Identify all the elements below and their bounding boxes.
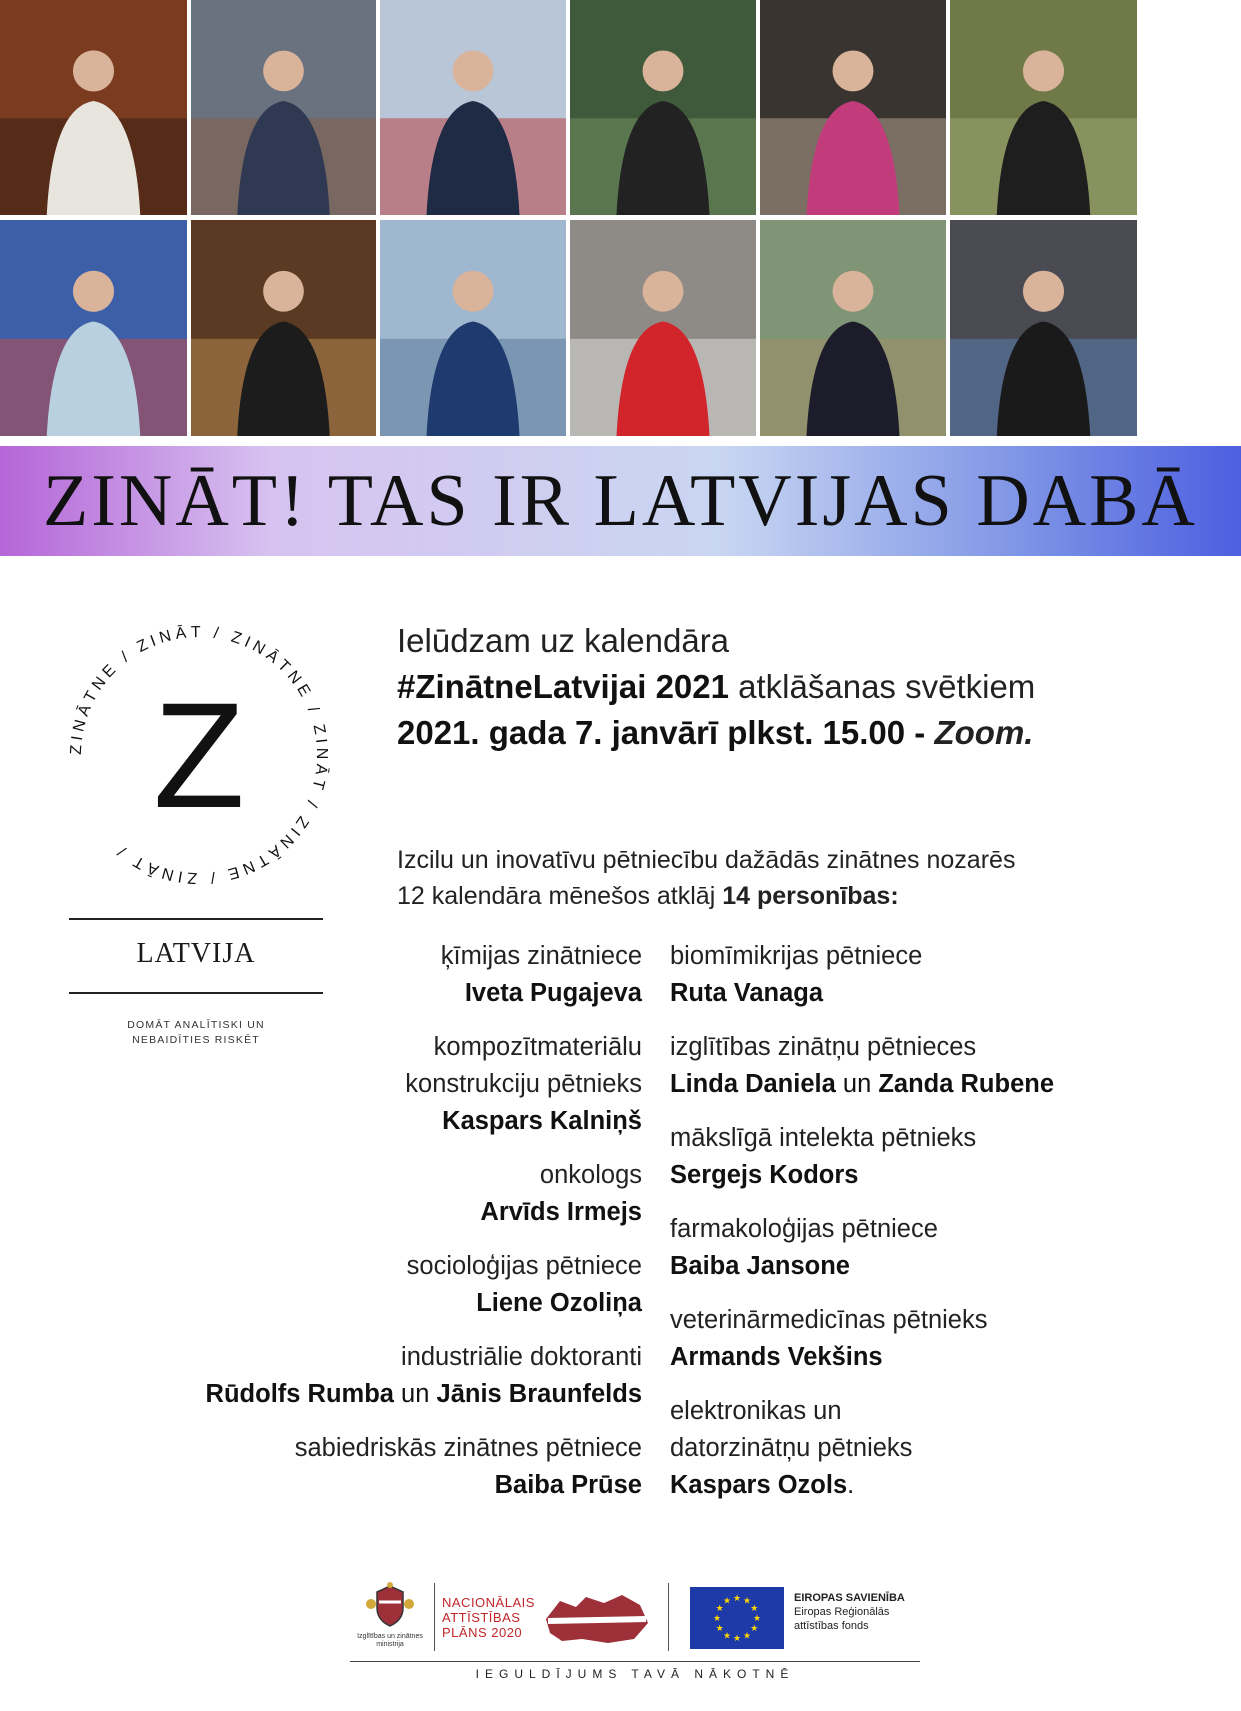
person-role: socioloģijas pētniece bbox=[406, 1252, 642, 1280]
photo-man-city-view bbox=[191, 0, 376, 215]
ministry-label-1: Izglītības un zinātnes bbox=[357, 1633, 423, 1640]
person-name-text: Baiba Jansone bbox=[670, 1252, 850, 1280]
photo-woman-white-shirt bbox=[0, 0, 187, 215]
eu-star-icon: ★ bbox=[715, 1623, 724, 1633]
person-name-text: Jānis Braunfelds bbox=[436, 1380, 642, 1408]
intro-text bbox=[397, 842, 1197, 914]
personality-count: 14 personības bbox=[722, 882, 891, 910]
nap-line-2: ATTĪSTĪBAS bbox=[442, 1610, 521, 1625]
person-name-text: Kaspars Ozols bbox=[670, 1471, 848, 1499]
person-entry bbox=[100, 1029, 642, 1140]
person-name-text: Linda Daniela bbox=[670, 1070, 836, 1098]
eu-star-icon: ★ bbox=[750, 1623, 759, 1633]
person-name bbox=[670, 1248, 1190, 1285]
person-name bbox=[670, 975, 1190, 1012]
person-name bbox=[100, 1376, 642, 1413]
person-role: ķīmijas zinātniece bbox=[440, 942, 642, 970]
person-entry bbox=[670, 1029, 1190, 1103]
person-role: onkologs bbox=[539, 1161, 642, 1189]
photo-man-forest bbox=[950, 0, 1137, 215]
photo-two-women-cafe bbox=[760, 0, 946, 215]
name-joiner: un bbox=[835, 1070, 879, 1098]
photo-man-with-dog bbox=[760, 220, 946, 436]
eu-line-2: attīstības fonds bbox=[794, 1620, 869, 1632]
person-name bbox=[100, 1103, 642, 1140]
ministry-logo bbox=[350, 1580, 430, 1660]
person-role: veterinārmedicīnas pētnieks bbox=[670, 1306, 988, 1334]
person-name-text: Sergejs Kodors bbox=[670, 1161, 859, 1189]
person-name-text: Liene Ozoliņa bbox=[476, 1289, 642, 1317]
person-role: datorzinātņu pētnieks bbox=[670, 1434, 913, 1462]
person-name bbox=[670, 1467, 1190, 1504]
eu-star-icon: ★ bbox=[742, 1595, 752, 1606]
person-name-text: Iveta Pugajeva bbox=[464, 979, 642, 1007]
person-entry bbox=[100, 938, 642, 1012]
invite-line-2 bbox=[397, 664, 1197, 710]
person-role: industriālie doktoranti bbox=[401, 1343, 642, 1371]
nap-line-1: NACIONĀLAIS bbox=[442, 1595, 535, 1610]
person-entry bbox=[670, 938, 1190, 1012]
eu-fund-text bbox=[794, 1591, 905, 1633]
latvia-map-icon bbox=[542, 1589, 652, 1649]
photo-woman-greenhouse bbox=[570, 0, 756, 215]
invitation-text bbox=[397, 618, 1197, 756]
name-joiner: un bbox=[393, 1380, 437, 1408]
person-role: konstrukciju pētnieks bbox=[405, 1070, 642, 1098]
event-date-time: 2021. gada 7. janvārī plkst. 15.00 - bbox=[397, 714, 935, 751]
photo-two-men-lounge bbox=[191, 220, 376, 436]
eu-title: EIROPAS SAVIENĪBA bbox=[794, 1592, 905, 1604]
person-role: biomīmikrijas pētniece bbox=[670, 942, 923, 970]
person-name bbox=[670, 1157, 1190, 1194]
eu-star-icon: ★ bbox=[715, 1603, 724, 1613]
coat-of-arms-icon bbox=[365, 1580, 415, 1628]
invite-line-3 bbox=[397, 710, 1197, 756]
person-name-text: Armands Vekšins bbox=[670, 1343, 883, 1371]
eu-star-icon: ★ bbox=[722, 1630, 732, 1641]
eu-star-icon: ★ bbox=[742, 1630, 752, 1641]
person-role: mākslīgā intelekta pētnieks bbox=[670, 1124, 977, 1152]
title-banner bbox=[0, 446, 1241, 556]
eu-star-icon: ★ bbox=[752, 1613, 762, 1623]
person-name-text: Arvīds Irmejs bbox=[480, 1198, 642, 1226]
person-entry bbox=[670, 1120, 1190, 1194]
event-platform: Zoom. bbox=[934, 714, 1034, 751]
calendar-hashtag: #ZinātneLatvijai 2021 bbox=[397, 668, 729, 705]
eu-star-icon: ★ bbox=[750, 1603, 759, 1613]
nap-2020-text bbox=[442, 1595, 535, 1640]
invite-line-1: Ielūdzam uz kalendāra bbox=[397, 622, 730, 659]
people-column-left bbox=[100, 938, 642, 1521]
person-entry bbox=[100, 1430, 642, 1504]
tagline-line-2: NEBAIDĪTIES RISKĒT bbox=[132, 1034, 260, 1046]
person-name bbox=[670, 1339, 1190, 1376]
photo-grid bbox=[0, 0, 1241, 436]
footer-separator-1 bbox=[434, 1583, 435, 1651]
eu-star-icon: ★ bbox=[732, 1593, 742, 1603]
person-name bbox=[100, 1467, 642, 1504]
person-name bbox=[100, 1194, 642, 1231]
person-name-text: Kaspars Kalniņš bbox=[442, 1107, 642, 1135]
footer-logos bbox=[350, 1575, 920, 1681]
person-role: elektronikas un bbox=[670, 1397, 842, 1425]
people-column-right bbox=[670, 938, 1190, 1521]
person-name bbox=[100, 1285, 642, 1322]
person-name-text: Baiba Prūse bbox=[494, 1471, 642, 1499]
person-entry bbox=[670, 1211, 1190, 1285]
eu-star-icon: ★ bbox=[732, 1633, 742, 1643]
footer-rule bbox=[350, 1661, 920, 1662]
banner-title: ZINĀT! TAS IR LATVIJAS DABĀ bbox=[43, 459, 1198, 542]
person-entry bbox=[100, 1339, 642, 1413]
photo-man-with-car bbox=[950, 220, 1137, 436]
person-entry bbox=[100, 1248, 642, 1322]
person-entry bbox=[670, 1302, 1190, 1376]
photo-man-red-building bbox=[380, 0, 566, 215]
person-name-text: Ruta Vanaga bbox=[670, 979, 824, 1007]
eu-star-icon: ★ bbox=[712, 1613, 722, 1623]
logo-letter-z: Z bbox=[153, 670, 245, 839]
person-name-text: Zanda Rubene bbox=[878, 1070, 1055, 1098]
person-role: sabiedriskās zinātnes pētniece bbox=[294, 1434, 642, 1462]
eu-line-1: Eiropas Reģionālās bbox=[794, 1606, 890, 1618]
person-role: izglītības zinātņu pētnieces bbox=[670, 1033, 977, 1061]
intro-line-2 bbox=[397, 878, 1197, 914]
tagline-line-1: DOMĀT ANALĪTISKI UN bbox=[127, 1019, 265, 1031]
logo-rule-top bbox=[69, 918, 323, 920]
person-entry bbox=[670, 1393, 1190, 1504]
logo-country: LATVIJA bbox=[136, 938, 256, 969]
invite-line-2-rest: atklāšanas svētkiem bbox=[728, 668, 1036, 705]
photo-woman-red-dress bbox=[570, 220, 756, 436]
footer-slogan: IEGULDĪJUMS TAVĀ NĀKOTNĒ bbox=[475, 1667, 795, 1681]
intro-colon: : bbox=[890, 882, 899, 910]
eu-flag-icon bbox=[690, 1587, 784, 1649]
person-name bbox=[670, 1066, 1190, 1103]
photo-woman-colorful-wall bbox=[0, 220, 187, 436]
footer-separator-2 bbox=[668, 1583, 669, 1651]
person-name-text: Rūdolfs Rumba bbox=[205, 1380, 394, 1408]
photo-woman-harbor bbox=[380, 220, 566, 436]
intro-line-1: Izcilu un inovatīvu pētniecību dažādās zinātnes nozarēs bbox=[397, 846, 1016, 874]
person-name bbox=[100, 975, 642, 1012]
ministry-label-2: ministrija bbox=[376, 1641, 404, 1648]
intro-line-2-start: 12 kalendāra mēnešos atklāj bbox=[397, 882, 723, 910]
person-role: farmakoloģijas pētniece bbox=[670, 1215, 938, 1243]
eu-star-icon: ★ bbox=[722, 1595, 732, 1606]
person-entry bbox=[100, 1157, 642, 1231]
person-role: kompozītmateriālu bbox=[433, 1033, 642, 1061]
logo-ring-text: ZINĀTNE / ZINĀT / ZINĀTNE / ZINĀT / ZINĀTNE / ZINĀT / bbox=[67, 623, 331, 887]
nap-line-3: PLĀNS 2020 bbox=[442, 1625, 523, 1640]
name-suffix: . bbox=[847, 1471, 855, 1499]
